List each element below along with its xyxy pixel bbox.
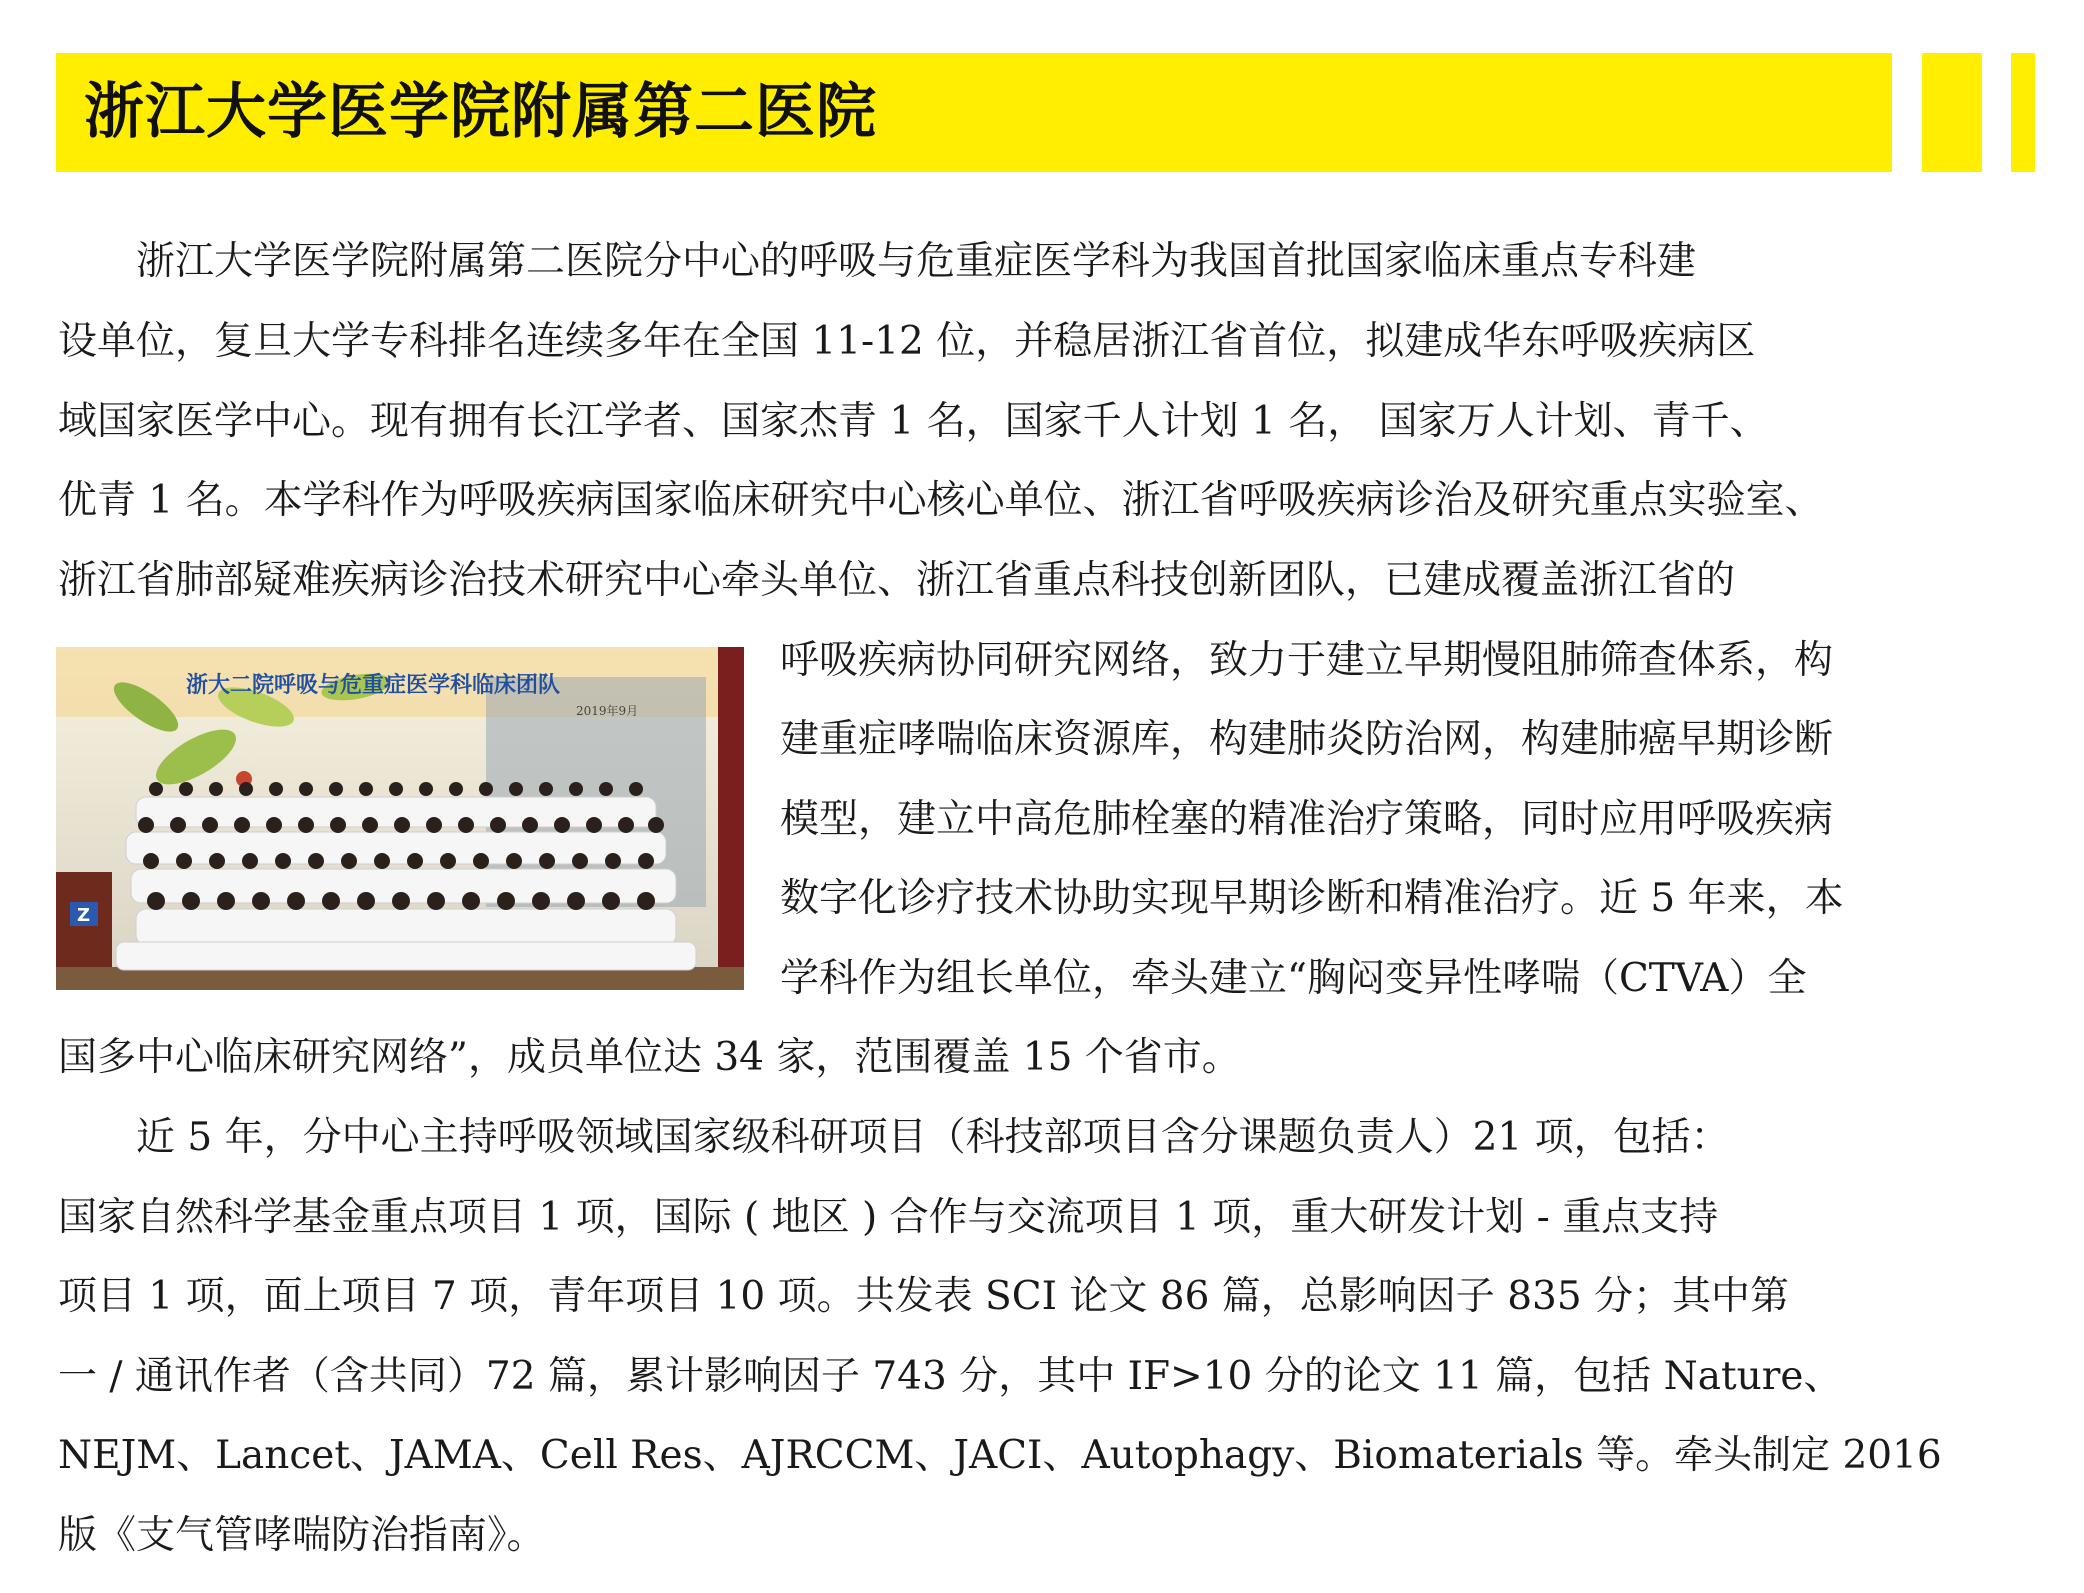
team-photo bbox=[56, 647, 744, 990]
text-line: 一 / 通讯作者（含共同）72 篇，累计影响因子 743 分，其中 IF>10 分的论文 11 篇，包括 Nature、 bbox=[58, 1354, 1843, 1399]
team-members bbox=[116, 782, 696, 970]
text-line: 近 5 年，分中心主持呼吸领域国家级科研项目（科技部项目含分课题负责人）21 项，包括： bbox=[58, 1115, 1730, 1160]
text-line: 模型，建立中高危肺栓塞的精准治疗策略，同时应用呼吸疾病 bbox=[780, 797, 1834, 842]
text-line: 版《支气管哮喘防治指南》。 bbox=[58, 1513, 546, 1558]
text-line: 项目 1 项，面上项目 7 项，青年项目 10 项。共发表 SCI 论文 86 篇，总影响因子 835 分；其中第 bbox=[58, 1274, 1790, 1319]
text-line: 优青 1 名。本学科作为呼吸疾病国家临床研究中心核心单位、浙江省呼吸疾病诊治及研究重点实验室、 bbox=[58, 478, 1824, 523]
text-line: 数字化诊疗技术协助实现早期诊断和精准治疗。近 5 年来，本 bbox=[780, 876, 1844, 921]
text-line: 国多中心临床研究网络”，成员单位达 34 家，范围覆盖 15 个省市。 bbox=[58, 1035, 1241, 1080]
team-photo-illustration bbox=[56, 647, 744, 990]
decorative-stripe bbox=[2011, 53, 2035, 172]
podium-logo: Z bbox=[77, 905, 91, 926]
title-banner bbox=[56, 53, 1892, 172]
text-line: 学科作为组长单位，牵头建立“胸闷变异性哮喘（CTVA）全 bbox=[780, 956, 1807, 1001]
text-line: NEJM、Lancet、JAMA、Cell Res、AJRCCM、JACI、Autophagy、Biomaterials 等。牵头制定 2016 bbox=[58, 1433, 1942, 1478]
text-line: 国家自然科学基金重点项目 1 项，国际 ( 地区 ) 合作与交流项目 1 项，重大研发计划 - 重点支持 bbox=[58, 1195, 1719, 1240]
text-line: 建重症哮喘临床资源库，构建肺炎防治网，构建肺癌早期诊断 bbox=[780, 717, 1834, 762]
decorative-stripe bbox=[1922, 53, 1982, 172]
text-line: 浙江省肺部疑难疾病诊治技术研究中心牵头单位、浙江省重点科技创新团队，已建成覆盖浙江省的 bbox=[58, 558, 1736, 603]
photo-date: 2019年9月 bbox=[576, 704, 639, 718]
photo-caption: 浙大二院呼吸与危重症医学科临床团队 bbox=[186, 672, 561, 698]
text-line: 浙江大学医学院附属第二医院分中心的呼吸与危重症医学科为我国首批国家临床重点专科建 bbox=[58, 239, 1697, 284]
text-line: 呼吸疾病协同研究网络，致力于建立早期慢阻肺筛查体系，构 bbox=[780, 638, 1834, 683]
text-line: 域国家医学中心。现有拥有长江学者、国家杰青 1 名，国家千人计划 1 名， 国家万人计划、青千、 bbox=[58, 399, 1769, 444]
page-title: 浙江大学医学院附属第二医院 bbox=[84, 77, 877, 147]
text-line: 设单位，复旦大学专科排名连续多年在全国 11-12 位，并稳居浙江省首位，拟建成华东呼吸疾病区 bbox=[58, 319, 1756, 364]
